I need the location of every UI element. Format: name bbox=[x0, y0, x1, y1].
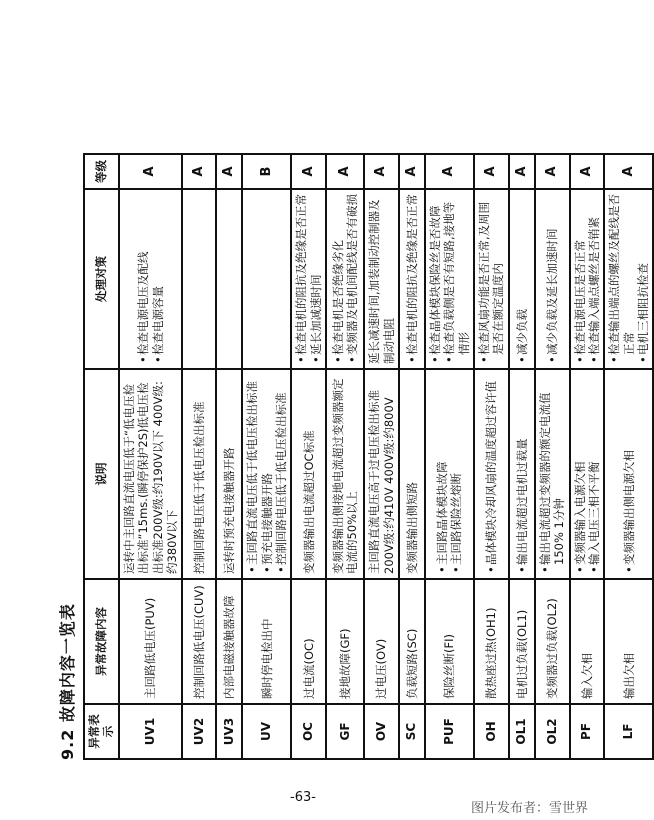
fault-desc bbox=[509, 369, 535, 579]
fault-action-item: • 检查风扇功能是否正常,及周围是否在额定温度内 bbox=[477, 194, 506, 355]
fault-action-item: • 检查电机的阻抗及绝缘是否正常 bbox=[294, 194, 308, 355]
header-name: 异常故障内容 bbox=[84, 579, 119, 704]
header-desc: 说明 bbox=[84, 369, 119, 579]
fault-name: 过电压(OV) bbox=[364, 579, 399, 704]
fault-desc bbox=[535, 369, 570, 579]
fault-desc-list bbox=[484, 374, 498, 574]
fault-action bbox=[326, 189, 364, 369]
table-row bbox=[509, 154, 535, 759]
fault-code: UV bbox=[242, 704, 291, 759]
fault-desc bbox=[604, 369, 653, 579]
fault-desc-list bbox=[622, 374, 636, 574]
fault-table bbox=[83, 153, 654, 760]
fault-action-list bbox=[477, 194, 506, 364]
fault-action bbox=[291, 189, 326, 369]
fault-action bbox=[242, 189, 291, 369]
table-row bbox=[399, 154, 425, 759]
fault-desc-item: • 输出电流超过变频器的额定电流值150% 1分钟 bbox=[538, 374, 567, 565]
fault-action-list bbox=[607, 194, 650, 364]
fault-desc bbox=[474, 369, 509, 579]
table-body bbox=[119, 154, 654, 759]
fault-action-item: • 检查负载侧是否有短路,接地等情形 bbox=[442, 194, 471, 355]
table-row bbox=[364, 154, 399, 759]
fault-name: 瞬时停电检出中 bbox=[242, 579, 291, 704]
fault-action-item: • 减少负载 bbox=[515, 194, 529, 355]
fault-name: 内部电磁接触器故障 bbox=[216, 579, 242, 704]
fault-desc-item: • 主回路直流电压低于低电压检出标准 bbox=[245, 374, 259, 565]
table-row bbox=[604, 154, 653, 759]
fault-code: OC bbox=[291, 704, 326, 759]
fault-action-list bbox=[428, 194, 471, 364]
section-title: 9.2 故障内容一览表 bbox=[58, 603, 77, 760]
header-code: 异常表示 bbox=[84, 704, 119, 759]
fault-code: UV1 bbox=[119, 704, 183, 759]
fault-action-list bbox=[515, 194, 529, 364]
fault-code: OL2 bbox=[535, 704, 570, 759]
fault-desc-text: 运转时预充电接触器开路 bbox=[222, 447, 237, 574]
table-row bbox=[119, 154, 183, 759]
fault-desc bbox=[216, 369, 242, 579]
fault-code: UV3 bbox=[216, 704, 242, 759]
fault-grade: A bbox=[474, 154, 509, 189]
fault-action-item: • 减少负载及延长加速时间 bbox=[545, 194, 559, 355]
fault-desc bbox=[399, 369, 425, 579]
fault-desc bbox=[570, 369, 605, 579]
fault-desc-text: 运转中主回路直流电压低于“低电压检出标准”15ms.(瞬停保护2S)低电压检出标准200V级:约190V以下 400V级:约380V以下 bbox=[121, 381, 179, 574]
fault-desc-text: 变频器输出侧短路 bbox=[404, 482, 419, 574]
fault-action-item: • 检查电源容量 bbox=[151, 194, 165, 355]
fault-code: OH bbox=[474, 704, 509, 759]
fault-code: PF bbox=[570, 704, 605, 759]
fault-desc-item: • 主回路保险丝熔断 bbox=[449, 374, 463, 565]
table-row bbox=[570, 154, 605, 759]
fault-action bbox=[474, 189, 509, 369]
fault-name: 保险丝断(FI) bbox=[425, 579, 474, 704]
fault-desc-text: 变频器输出侧接地电流超过变频器额定电流的50%以上 bbox=[330, 378, 360, 574]
fault-desc-item: • 主回路晶体模块故障 bbox=[435, 374, 449, 565]
fault-action-list bbox=[545, 194, 559, 364]
page-number: -63- bbox=[290, 790, 316, 805]
table-row bbox=[182, 154, 216, 759]
fault-grade: A bbox=[291, 154, 326, 189]
fault-code: UV2 bbox=[182, 704, 216, 759]
fault-desc-item: • 晶体模块冷却风扇的温度超过容许值 bbox=[484, 374, 498, 565]
fault-grade: A bbox=[509, 154, 535, 189]
fault-desc bbox=[425, 369, 474, 579]
fault-action-item: • 检查电机是否绝缘劣化 bbox=[331, 194, 345, 355]
fault-desc bbox=[242, 369, 291, 579]
table-row bbox=[425, 154, 474, 759]
fault-code: SC bbox=[399, 704, 425, 759]
table-row bbox=[326, 154, 364, 759]
fault-action bbox=[425, 189, 474, 369]
fault-grade: A bbox=[399, 154, 425, 189]
table-header-row bbox=[84, 154, 119, 759]
rotated-page bbox=[55, 0, 650, 760]
fault-desc-item: • 变频器输入电源欠相 bbox=[573, 374, 587, 565]
table-row bbox=[216, 154, 242, 759]
fault-action-item: • 电机三相阻抗检查 bbox=[636, 194, 650, 355]
fault-action-item: • 检查输出端点的螺丝及配线是否正常 bbox=[607, 194, 636, 355]
header-grade: 等级 bbox=[84, 154, 119, 189]
fault-desc bbox=[182, 369, 216, 579]
fault-desc-text: 控制回路电压低于低电压检出标准 bbox=[192, 401, 207, 574]
table-row bbox=[291, 154, 326, 759]
table-row bbox=[242, 154, 291, 759]
fault-grade: B bbox=[242, 154, 291, 189]
fault-grade: A bbox=[364, 154, 399, 189]
fault-desc-list bbox=[245, 374, 288, 574]
fault-code: PUF bbox=[425, 704, 474, 759]
table-row bbox=[535, 154, 570, 759]
fault-grade: A bbox=[119, 154, 183, 189]
fault-name: 接地故障(GF) bbox=[326, 579, 364, 704]
fault-desc-list bbox=[538, 374, 567, 574]
fault-action-item: • 延长加减速时间 bbox=[309, 194, 323, 355]
fault-action bbox=[216, 189, 242, 369]
fault-desc-text: 变频器输出电流超过OC标准 bbox=[301, 430, 316, 574]
fault-grade: A bbox=[604, 154, 653, 189]
fault-action-item: • 变频器及电机间配线是否有破损 bbox=[345, 194, 359, 355]
fault-action bbox=[182, 189, 216, 369]
fault-name: 输出欠相 bbox=[604, 579, 653, 704]
fault-name: 过电流(OC) bbox=[291, 579, 326, 704]
fault-action bbox=[604, 189, 653, 369]
header-action: 处理对策 bbox=[84, 189, 119, 369]
fault-desc bbox=[364, 369, 399, 579]
fault-action bbox=[119, 189, 183, 369]
fault-desc bbox=[291, 369, 326, 579]
fault-action-list bbox=[573, 194, 602, 364]
fault-desc-text: 主回路直流电压高于过电压检出标准200V级:约410V 400V级:约800V bbox=[367, 390, 396, 574]
fault-action-item: • 检查晶体模块保险丝是否故障 bbox=[428, 194, 442, 355]
fault-name: 散热座过热(OH1) bbox=[474, 579, 509, 704]
fault-name: 电机过负载(OL1) bbox=[509, 579, 535, 704]
fault-code: LF bbox=[604, 704, 653, 759]
fault-desc-list bbox=[435, 374, 464, 574]
fault-action bbox=[570, 189, 605, 369]
fault-action-item: • 检查电源电压是否正常 bbox=[573, 194, 587, 355]
fault-action bbox=[399, 189, 425, 369]
fault-action-item: • 检查电源电压及配线 bbox=[136, 194, 150, 355]
fault-action-list bbox=[136, 194, 165, 364]
fault-action-text: 延长减速时间,加装制动控制器及制动电阻 bbox=[367, 199, 396, 364]
fault-action bbox=[364, 189, 399, 369]
fault-action-list bbox=[405, 194, 419, 364]
fault-name: 负载短路(SC) bbox=[399, 579, 425, 704]
fault-desc-item: • 输出电流超过电机过载量 bbox=[515, 374, 529, 565]
fault-action-item: • 检查电机的阻抗及绝缘是否正常 bbox=[405, 194, 419, 355]
fault-grade: A bbox=[570, 154, 605, 189]
fault-name: 控制回路低电压(CUV) bbox=[182, 579, 216, 704]
fault-name: 主回路低电压(PUV) bbox=[119, 579, 183, 704]
fault-grade: A bbox=[425, 154, 474, 189]
fault-grade: A bbox=[182, 154, 216, 189]
fault-action-list bbox=[294, 194, 323, 364]
fault-desc bbox=[119, 369, 183, 579]
fault-code: GF bbox=[326, 704, 364, 759]
fault-action-item: • 检查输入端点螺丝是否销紧 bbox=[587, 194, 601, 355]
fault-grade: A bbox=[326, 154, 364, 189]
fault-action bbox=[535, 189, 570, 369]
fault-grade: A bbox=[216, 154, 242, 189]
fault-desc-list bbox=[573, 374, 602, 574]
fault-desc-item: • 预充电接触器开路 bbox=[260, 374, 274, 565]
fault-name: 变频器过负载(OL2) bbox=[535, 579, 570, 704]
table-row bbox=[474, 154, 509, 759]
fault-code: OV bbox=[364, 704, 399, 759]
fault-desc bbox=[326, 369, 364, 579]
fault-name: 输入欠相 bbox=[570, 579, 605, 704]
fault-desc-item: • 控制回路电压低于低电压检出标准 bbox=[274, 374, 288, 565]
fault-desc-list bbox=[515, 374, 529, 574]
fault-grade: A bbox=[535, 154, 570, 189]
fault-desc-item: • 变频器输出侧电源欠相 bbox=[622, 374, 636, 565]
fault-action-list bbox=[331, 194, 360, 364]
fault-code: OL1 bbox=[509, 704, 535, 759]
fault-desc-item: • 输入电压三相不平衡 bbox=[587, 374, 601, 565]
fault-action bbox=[509, 189, 535, 369]
watermark: 图片发布者：雪世界 bbox=[470, 801, 588, 816]
